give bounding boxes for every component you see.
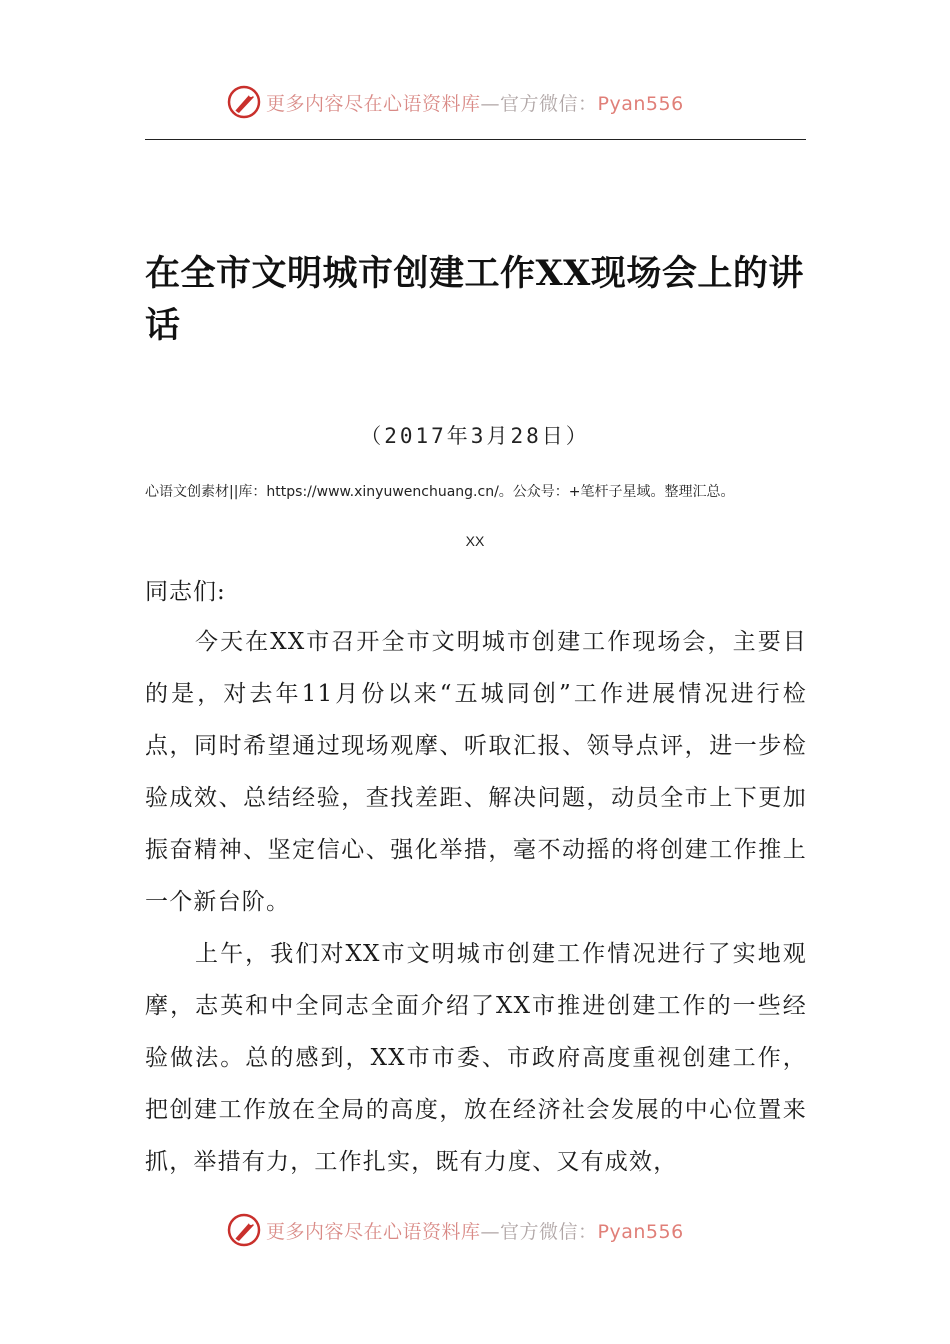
- document-title: 在全市文明城市创建工作XX现场会上的讲话: [145, 253, 804, 346]
- header-banner: [226, 82, 746, 122]
- salutation: 同志们:: [145, 579, 226, 605]
- banner-wechat-label: 官方微信：: [500, 1220, 598, 1243]
- banner-separator: —: [480, 1220, 501, 1243]
- banner-wechat-label: 官方微信：: [500, 92, 598, 115]
- author-name: XX: [465, 533, 485, 549]
- banner-wechat-id: Pyan556: [597, 1220, 684, 1243]
- paragraph: 今天在XX市召开全市文明城市创建工作现场会，主要目的是，对去年11月份以来“五城同创”工作进展情况进行检点，同时希望通过现场观摩、听取汇报、领导点评，进一步检验成效、总结经验，查找差距、解决问题，动员全市上下更加振奋精神、坚定信心、强化举措，毫不动摇的将创建工作推上一个新台阶。: [145, 629, 807, 915]
- footer-banner: [226, 1210, 746, 1250]
- banner-slogan: 更多内容尽在心语资料库: [266, 1220, 481, 1243]
- header-divider: [145, 139, 806, 140]
- banner-slogan: 更多内容尽在心语资料库: [266, 92, 481, 115]
- paragraph: 上午，我们对XX市文明城市创建工作情况进行了实地观摩，志英和中全同志全面介绍了XX市推进创建工作的一些经验做法。总的感到，XX市市委、市政府高度重视创建工作，把创建工作放在全局的高度，放在经济社会发展的中心位置来抓，举措有力，工作扎实，既有力度、又有成效，: [145, 941, 807, 1175]
- pen-logo-icon: [226, 1212, 262, 1248]
- footer-banner-text: [266, 1217, 684, 1244]
- source-note: 心语文创素材||库：https://www.xinyuwenchuang.cn/。公众号：+笔杆子星域。整理汇总。: [145, 484, 735, 500]
- banner-wechat-id: Pyan556: [597, 92, 684, 115]
- banner-separator: —: [480, 92, 501, 115]
- document-date: （2017年3月28日）: [360, 424, 590, 448]
- header-banner-text: [266, 89, 684, 116]
- pen-logo-icon: [226, 84, 262, 120]
- document-body: [145, 616, 807, 1188]
